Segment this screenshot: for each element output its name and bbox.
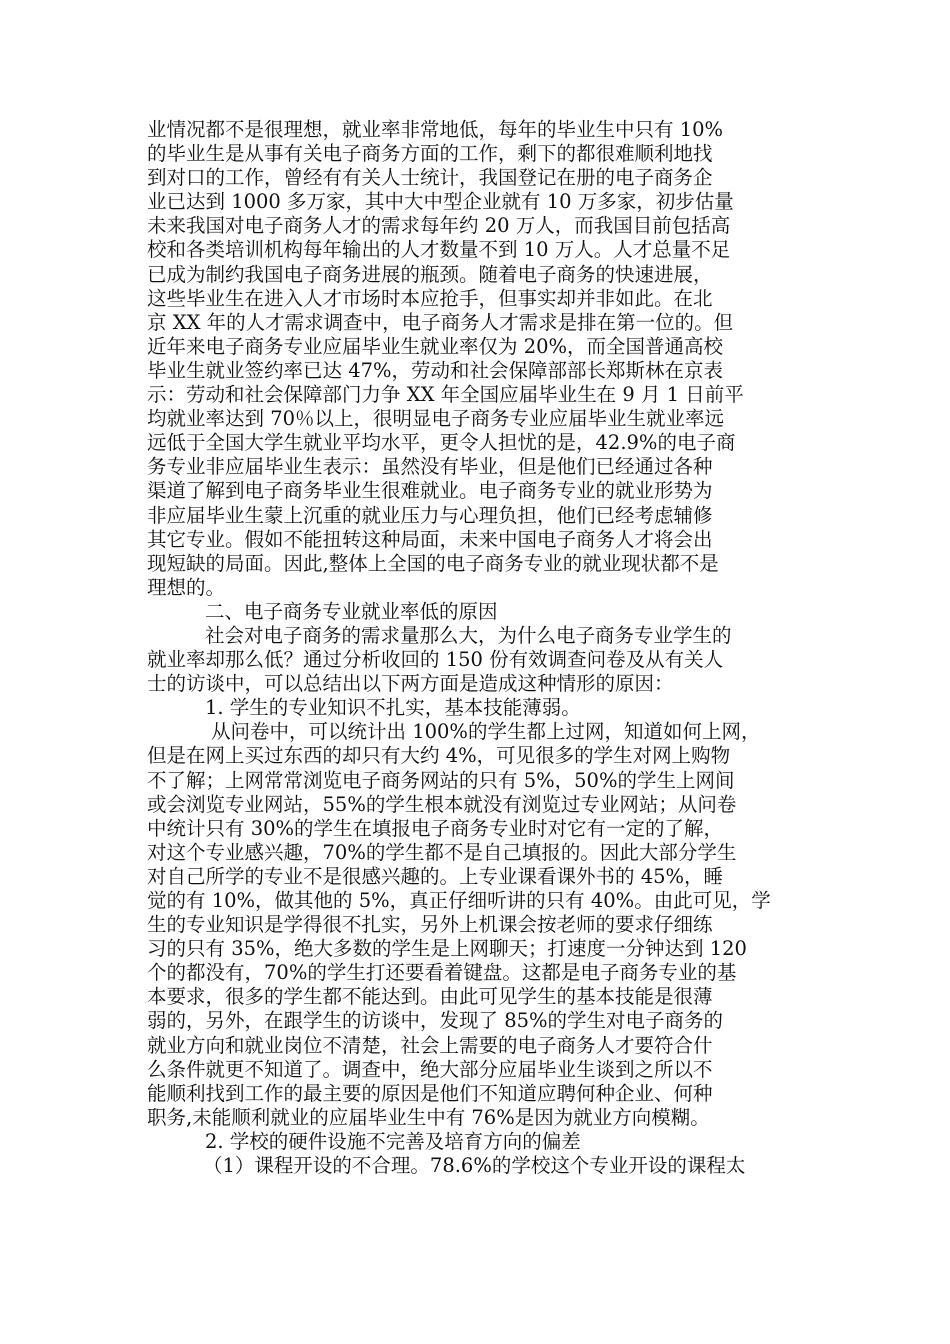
text-line: 或会浏览专业网站，55%的学生根本就没有浏览过专业网站；从问卷 (147, 792, 737, 816)
text-line: 不了解；上网常常浏览电子商务网站的只有 5%，50%的学生上网间 (147, 768, 735, 792)
text-line: 社会对电子商务的需求量那么大，为什么电子商务专业学生的 (205, 623, 732, 647)
text-line: 业情况都不是很理想，就业率非常地低，每年的毕业生中只有 10% (147, 118, 724, 141)
text-line: 毕业生就业签约率已达 47%，劳动和社会保障部部长郑斯林在京表 (147, 358, 724, 382)
text-line: 弱的，另外，在跟学生的访谈中，发现了 85%的学生对电子商务的 (147, 1009, 724, 1033)
text-line: 士的访谈中，可以总结出以下两方面是造成这种情形的原因： (147, 672, 674, 696)
text-line: 觉的有 10%，做其他的 5%，真正仔细听讲的只有 40%。由此可见，学 (147, 889, 771, 912)
text-line: 现短缺的局面。因此,整体上全国的电子商务专业的就业现状都不是 (147, 551, 719, 575)
subsection-heading: 1. 学生的专业知识不扎实，基本技能薄弱。 (205, 696, 581, 720)
subsection-heading: 2. 学校的硬件设施不完善及培育方向的偏差 (205, 1129, 581, 1153)
text-line: 渠道了解到电子商务毕业生很难就业。电子商务专业的就业形势为 (147, 479, 713, 503)
text-line: 其它专业。假如不能扭转这种局面，未来中国电子商务人才将会出 (147, 527, 713, 551)
text-line: 的毕业生是从事有关电子商务方面的工作，剩下的都很难顺利地找 (147, 142, 713, 166)
text-line: 对自己所学的专业不是很感兴趣的。上专业课看课外书的 45%，睡 (147, 864, 724, 888)
text-line: 近年来电子商务专业应届毕业生就业率仅为 20%，而全国普通高校 (147, 334, 724, 358)
text-line: 生的专业知识是学得很不扎实，另外上机课会按老师的要求仔细练 (147, 913, 713, 937)
text-line: 未来我国对电子商务人才的需求每年约 20 万人，而我国目前包括高 (147, 214, 731, 238)
text-line: （1）课程开设的不合理。78.6%的学校这个专业开设的课程太 (203, 1154, 746, 1178)
text-line: 务专业非应届毕业生表示：虽然没有毕业，但是他们已经通过各种 (147, 455, 713, 479)
text-line: 就业率却那么低？通过分析收回的 150 份有效调查问卷及从有关人 (147, 648, 724, 672)
text-line: 示：劳动和社会保障部门力争 XX 年全国应届毕业生在 9 月 1 日前平 (147, 383, 744, 407)
text-line: 职务,未能顺利就业的应届毕业生中有 76%是因为就业方向模糊。 (147, 1105, 710, 1129)
text-line: 就业方向和就业岗位不清楚，社会上需要的电子商务人才要符合什 (147, 1033, 713, 1057)
text-line: 均就业率达到 70％以上，很明显电子商务专业应届毕业生就业率远 (147, 407, 725, 431)
text-line: 从问卷中，可以统计出 100%的学生都上过网，知道如何上网， (211, 720, 761, 744)
text-line: 非应届毕业生蒙上沉重的就业压力与心理负担，他们已经考虑辅修 (147, 503, 713, 527)
text-line: 京 XX 年的人才需求调查中，电子商务人才需求是排在第一位的。但 (147, 310, 734, 334)
body-text (147, 118, 817, 1178)
text-line: 习的只有 35%，绝大多数的学生是上网聊天；打速度一分钟达到 120 (147, 937, 747, 961)
text-line: 已成为制约我国电子商务进展的瓶颈。随着电子商务的快速进展， (147, 262, 713, 286)
text-line: 能顺利找到工作的最主要的原因是他们不知道应聘何种企业、何种 (147, 1081, 713, 1105)
text-line: 理想的。 (147, 575, 226, 599)
text-line: 对这个专业感兴趣，70%的学生都不是自己填报的。因此大部分学生 (147, 840, 737, 864)
text-line: 中统计只有 30%的学生在填报电子商务专业时对它有一定的了解， (147, 816, 724, 840)
section-heading: 二、电子商务专业就业率低的原因 (205, 599, 498, 623)
text-line: 本要求，很多的学生都不能达到。由此可见学生的基本技能是很薄 (147, 985, 713, 1009)
text-line: 个的都没有，70%的学生打还要看着键盘。这都是电子商务专业的基 (147, 961, 737, 985)
text-line: 到对口的工作，曾经有有关人士统计，我国登记在册的电子商务企 (147, 166, 713, 190)
text-line: 校和各类培训机构每年输出的人才数量不到 10 万人。人才总量不足 (147, 238, 731, 262)
text-line: 这些毕业生在进入人才市场时本应抢手，但事实却并非如此。在北 (147, 286, 713, 310)
text-line: 但是在网上买过东西的却只有大约 4%，可见很多的学生对网上购物 (147, 744, 731, 768)
text-line: 远低于全国大学生就业平均水平，更令人担忧的是，42.9%的电子商 (147, 431, 736, 455)
text-line: 业已达到 1000 多万家，其中大中型企业就有 10 万多家，初步估量 (147, 190, 734, 214)
text-line: 么条件就更不知道了。调查中，绝大部分应届毕业生谈到之所以不 (147, 1057, 713, 1081)
